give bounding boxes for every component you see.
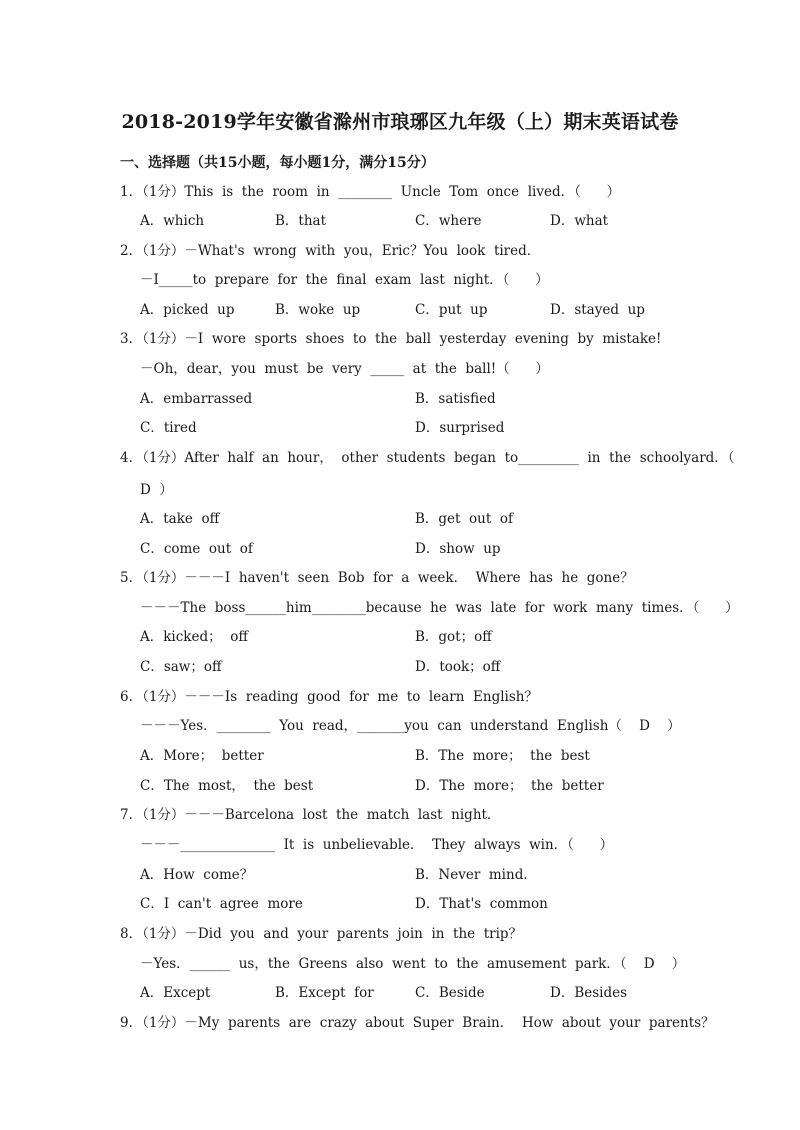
q5-option-c: C．saw；off xyxy=(140,659,222,675)
question-2-stem: 2．（1分）－What's wrong with you，Eric？You look tired． xyxy=(120,243,541,259)
q1-option-d: D．what xyxy=(550,213,609,229)
q3-option-b: B．satisfied xyxy=(415,391,496,407)
q6-option-b: B．The more； the best xyxy=(415,748,590,764)
q2-option-b: B．woke up xyxy=(275,302,361,318)
question-3-line-2: －Oh，dear，you must be very _____ at the ball!（ ） xyxy=(140,361,549,377)
q4-option-d: D．show up xyxy=(415,541,501,557)
q4-option-b: B．get out of xyxy=(415,511,514,527)
q3-option-d: D．surprised xyxy=(415,420,505,436)
question-7-line-2: －－－______________ It is unbelievable． They always win．（ ） xyxy=(140,837,614,853)
question-4-line-2: D ） xyxy=(140,482,173,498)
q1-option-c: C．where xyxy=(415,213,482,229)
q6-option-c: C．The most， the best xyxy=(140,778,314,794)
question-4-stem: 4．（1分）After half an hour， other students began to_________ in the schoolyard．（ xyxy=(120,450,735,466)
q6-option-a: A．More； better xyxy=(140,748,264,764)
question-2-line-2: －I_____to prepare for the final exam last night．（ ） xyxy=(140,272,549,288)
q7-option-c: C．I can't agree more xyxy=(140,896,303,912)
q3-option-a: A．embarrassed xyxy=(140,391,253,407)
question-5-stem: 5．（1分）－－－I haven't seen Bob for a week． Where has he gone？ xyxy=(120,570,634,586)
q2-option-c: C．put up xyxy=(415,302,488,318)
question-9-stem: 9．（1分）－My parents are crazy about Super Brain． How about your parents？ xyxy=(120,1015,715,1031)
q8-option-c: C．Beside xyxy=(415,985,485,1001)
question-5-line-2: －－－The boss______him________because he was late for work many times．（ ） xyxy=(140,600,739,616)
question-6-stem: 6．（1分）－－－Is reading good for me to learn English？ xyxy=(120,689,538,705)
q1-option-b: B．that xyxy=(275,213,327,229)
question-6-line-2: －－－Yes．________ You read，_______you can understand English（ D ） xyxy=(140,718,681,734)
question-3-stem: 3．（1分）－I wore sports shoes to the ball yesterday evening by mistake! xyxy=(120,331,662,347)
q5-option-b: B．got；off xyxy=(415,629,492,645)
question-1-stem: 1．（1分）This is the room in ________ Uncle Tom once lived．（ ） xyxy=(120,184,621,200)
question-8-line-2: －Yes．______ us，the Greens also went to the amusement park．（ D ） xyxy=(140,956,686,972)
q8-option-b: B．Except for xyxy=(275,985,374,1001)
q8-option-a: A．Except xyxy=(140,985,211,1001)
question-8-stem: 8．（1分）－Did you and your parents join in the trip？ xyxy=(120,926,523,942)
q8-option-d: D．Besides xyxy=(550,985,628,1001)
q4-option-c: C．come out of xyxy=(140,541,253,557)
q5-option-a: A．kicked； off xyxy=(140,629,248,645)
q5-option-d: D．took；off xyxy=(415,659,501,675)
q3-option-c: C．tired xyxy=(140,420,197,436)
q6-option-d: D．The more； the better xyxy=(415,778,604,794)
q2-option-d: D．stayed up xyxy=(550,302,645,318)
q7-option-d: D．That's common xyxy=(415,896,548,912)
section-heading: 一、选择题（共15小题，每小题1分，满分15分） xyxy=(120,155,435,171)
q7-option-a: A．How come？ xyxy=(140,867,254,883)
question-7-stem: 7．（1分）－－－Barcelona lost the match last night． xyxy=(120,807,501,823)
q4-option-a: A．take off xyxy=(140,511,220,527)
page-title: 2018-2019学年安徽省滁州市琅琊区九年级（上）期末英语试卷 xyxy=(121,111,679,133)
q1-option-a: A．which xyxy=(140,213,205,229)
q7-option-b: B．Never mind． xyxy=(415,867,537,883)
q2-option-a: A．picked up xyxy=(140,302,235,318)
